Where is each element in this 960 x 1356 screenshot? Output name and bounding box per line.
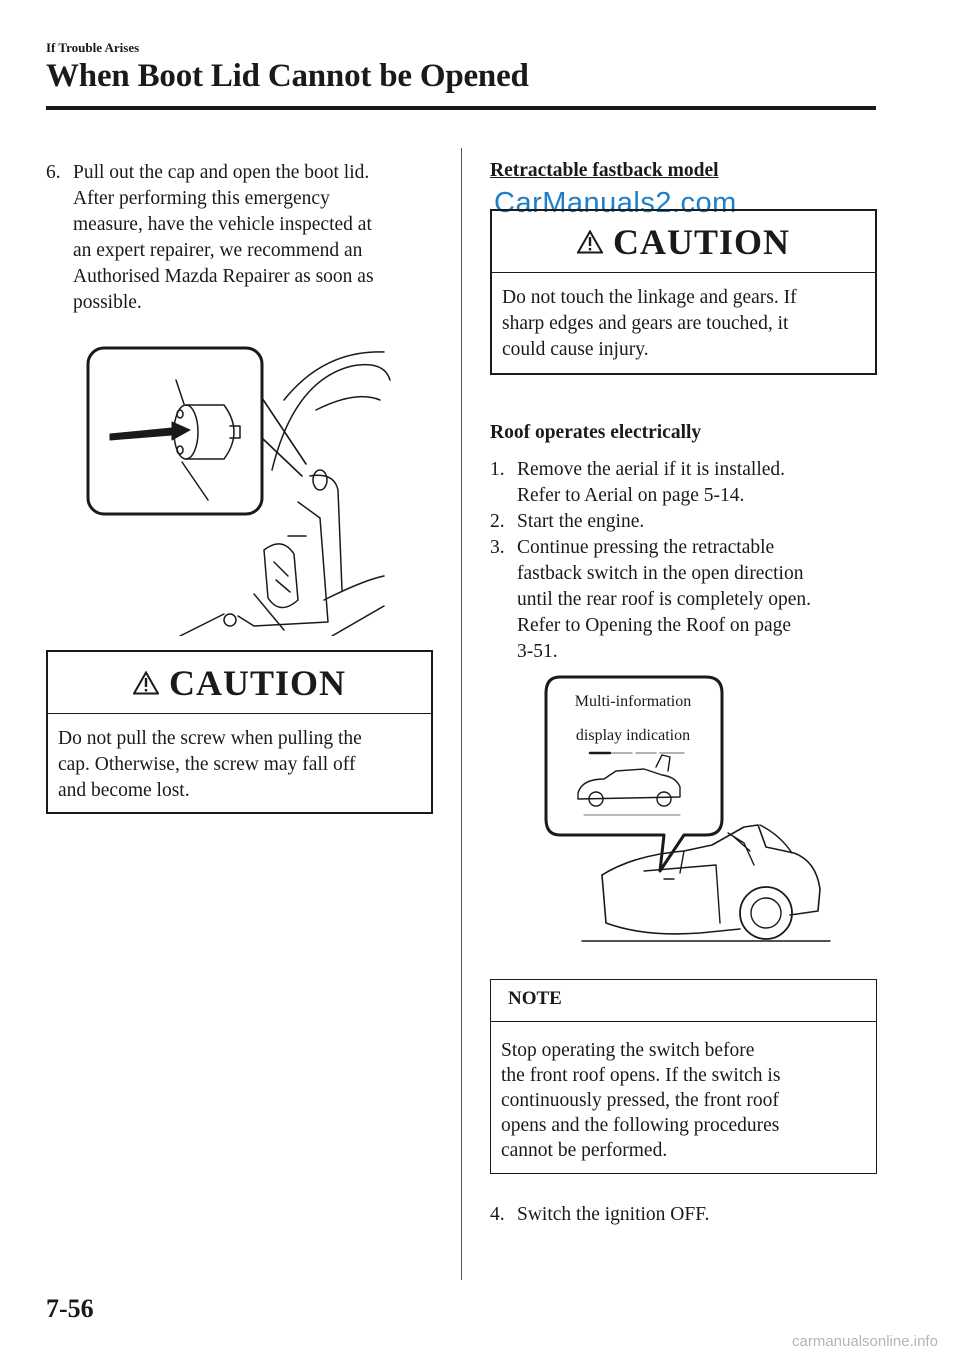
step-number: 4. [490,1204,505,1225]
step-line: Continue pressing the retractable [517,537,775,558]
step-line: Start the engine. [517,511,645,532]
caution-line: Do not touch the linkage and gears. If [502,287,797,308]
caution-title: CAUTION [612,221,790,262]
caution-line: sharp edges and gears are touched, it [502,313,789,334]
watermark: CarManuals2.com [494,187,737,219]
section-label: If Trouble Arises [46,40,140,55]
caution-box-linkage [490,209,877,375]
step-line: Refer to Opening the Roof on page [517,615,792,636]
step-3 [490,535,885,665]
step-6 [46,160,441,316]
page-title: When Boot Lid Cannot be Opened [46,58,529,94]
step-number: 3. [490,537,505,558]
warning-triangle-icon [133,671,159,695]
note-text [491,1022,876,1163]
caution-title: CAUTION [168,662,346,703]
retractable-roof-figure [544,675,834,945]
callout-line: Multi-information [574,693,692,710]
step-4 [490,1202,885,1228]
step-2 [490,509,885,535]
note-line: opens and the following procedures [501,1115,780,1136]
footer-watermark: carmanualsonline.info [792,1333,938,1350]
caution-text [48,714,431,804]
title-rule [46,106,876,110]
step-line: fastback switch in the open direction [517,563,804,584]
caution-line: and become lost. [58,780,190,801]
note-line: Stop operating the switch before [501,1040,755,1061]
step-line: Pull out the cap and open the boot lid. [73,162,370,183]
step-1 [490,457,885,509]
step-line: measure, have the vehicle inspected at [73,214,372,235]
note-line: continuously pressed, the front roof [501,1090,779,1111]
note-line: the front roof opens. If the switch is [501,1065,781,1086]
boot-lid-cap-illustration [84,340,394,636]
caution-line: Do not pull the screw when pulling the [58,728,362,749]
caution-header [492,211,875,273]
column-divider [461,148,462,1280]
step-line: until the rear roof is completely open. [517,589,812,610]
step-line: After performing this emergency [73,188,330,209]
warning-triangle-icon [577,230,603,254]
note-title: NOTE [491,980,876,1022]
section-subheading: Roof operates electrically [490,422,702,443]
step-line: 3-51. [517,641,558,662]
caution-line: could cause injury. [502,339,649,360]
step-number: 6. [46,162,61,183]
display-callout-label [544,685,722,753]
step-line: Remove the aerial if it is installed. [517,459,786,480]
note-line: cannot be performed. [501,1140,668,1161]
page-number: 7-56 [46,1294,94,1323]
step-number: 2. [490,511,505,532]
step-line: Refer to Aerial on page 5-14. [517,485,745,506]
note-box [490,979,877,1174]
caution-box-screw [46,650,433,814]
callout-line: display indication [575,727,691,744]
step-line: Authorised Mazda Repairer as soon as [73,266,374,287]
caution-text [492,273,875,363]
step-number: 1. [490,459,505,480]
caution-header [48,652,431,714]
step-line: an expert repairer, we recommend an [73,240,363,261]
model-heading: Retractable fastback model [490,160,719,181]
caution-line: cap. Otherwise, the screw may fall off [58,754,356,775]
step-line: Switch the ignition OFF. [517,1204,710,1225]
step-line: possible. [73,292,142,313]
